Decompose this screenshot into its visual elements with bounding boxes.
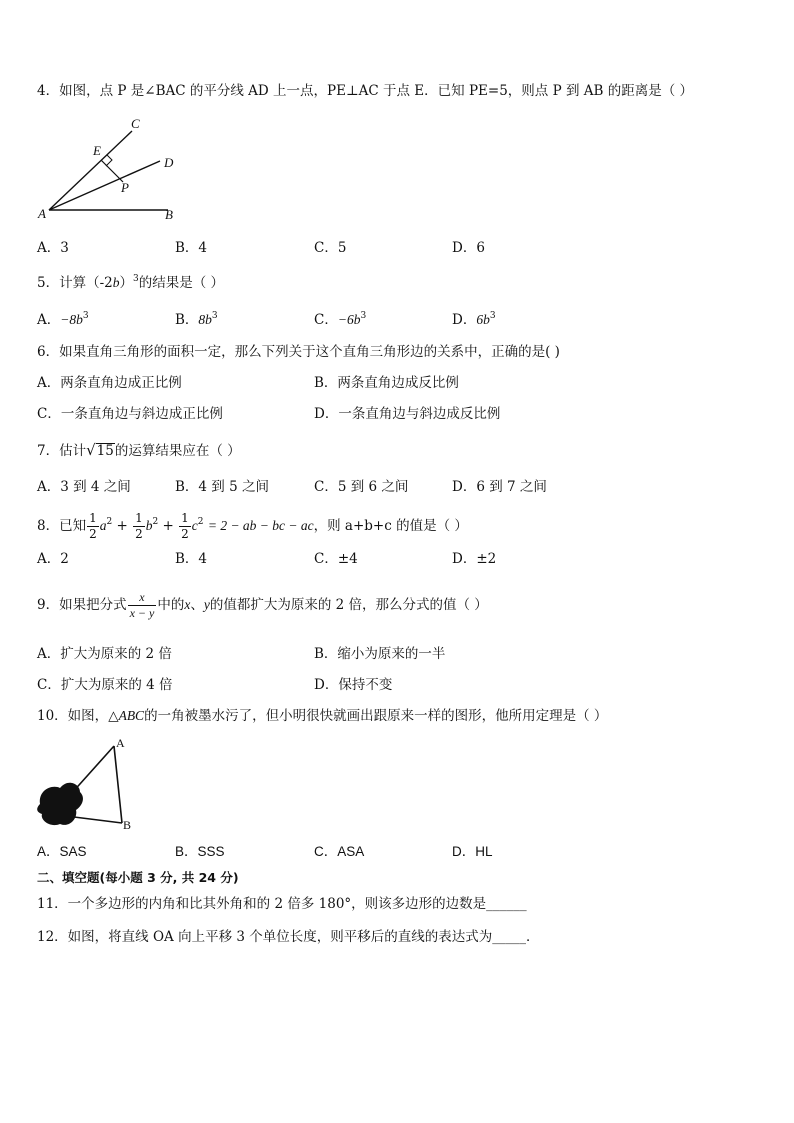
q5-option-d: D．$6b^3$ <box>452 311 496 328</box>
q5-option-b: B．$8b^3$ <box>175 311 218 328</box>
q7-option-b: B．4 到 5 之间 <box>175 479 269 495</box>
figure-label-b: B <box>123 818 132 832</box>
q7-option-a: A．3 到 4 之间 <box>37 479 131 495</box>
q6-option-d: D．一条直角边与斜边成反比例 <box>314 406 501 422</box>
q5-option-a: A．$-8b^3$ <box>37 311 89 328</box>
q10-option-d: D．HL <box>452 844 493 859</box>
question-11-stem: 11．一个多边形的内角和比其外角和的 2 倍多 180°，则该多边形的边数是______ <box>37 896 527 912</box>
question-7-stem: 7．估计√15的运算结果应在（ ） <box>37 441 241 459</box>
q8-option-c: C．±4 <box>314 551 358 567</box>
figure-label-e: E <box>93 143 101 158</box>
fraction: $\frac{x}{x - y}$ <box>129 590 155 620</box>
figure-label-b: B <box>165 207 173 222</box>
figure-label-a: A <box>116 736 125 750</box>
q7-option-c: C．5 到 6 之间 <box>314 479 409 495</box>
q8-option-b: B．4 <box>175 551 208 567</box>
figure-label-c: C <box>131 116 140 131</box>
fraction: $\frac{1}{2}$ <box>135 511 143 541</box>
q9-option-a: A．扩大为原来的 2 倍 <box>37 646 172 662</box>
q10-option-a: A．SAS <box>37 844 87 859</box>
angle-bisector-figure <box>34 112 184 224</box>
sqrt-radicand: 15 <box>96 443 114 459</box>
q10-option-b: B．SSS <box>175 844 225 859</box>
ink-stained-triangle-figure <box>34 732 144 834</box>
q9-option-c: C．扩大为原来的 4 倍 <box>37 677 173 693</box>
q4-option-d: D．6 <box>452 240 485 256</box>
question-4-stem: 4．如图，点 P 是∠BAC 的平分线 AD 上一点，PE⊥AC 于点 E．已知 PE=5，则点 P 到 AB 的距离是（ ） <box>37 83 694 99</box>
fraction: $\frac{1}{2}$ <box>181 511 189 541</box>
q8-option-a: A．2 <box>37 551 69 567</box>
q6-option-a: A．两条直角边成正比例 <box>37 375 182 391</box>
q4-option-b: B．4 <box>175 240 208 256</box>
question-8-stem: 8．已知 $\frac{1}{2}$ $a^2$ + $\frac{1}{2}$ $b^2$ + $\frac{1}{2}$ $c^2 = 2$ − ab − bc − ac，则 a+b+c 的值是（ ） <box>37 511 468 541</box>
q5-option-c: C．$-6b^3$ <box>314 311 367 328</box>
question-10-stem: 10．如图，△ABC的一角被墨水污了，但小明很快就画出跟原来一样的图形，他所用定理是（ ） <box>37 708 608 724</box>
figure-label-a: A <box>38 206 46 221</box>
figure-label-d: D <box>164 155 174 170</box>
q4-option-a: A．3 <box>37 240 69 256</box>
q6-option-b: B．两条直角边成反比例 <box>314 375 459 391</box>
question-12-stem: 12．如图，将直线 OA 向上平移 3 个单位长度，则平移后的直线的表达式为_____． <box>37 929 540 945</box>
question-6-stem: 6．如果直角三角形的面积一定，那么下列关于这个直角三角形边的关系中，正确的是( ) <box>37 344 560 360</box>
q9-option-d: D．保持不变 <box>314 677 393 693</box>
question-5-stem: 5．计算$(-2b)^3$的结果是（ ） <box>37 274 225 291</box>
q4-option-c: C．5 <box>314 240 347 256</box>
q10-option-c: C．ASA <box>314 844 365 859</box>
question-9-stem: 9．如果把分式 $\frac{x}{x - y}$ 中的x、y的值都扩大为原来的 2 倍，那么分式的值（ ） <box>37 590 488 620</box>
section-2-heading: 二、填空题(每小题 3 分, 共 24 分) <box>37 870 239 885</box>
figure-label-p: P <box>121 180 129 195</box>
q7-option-d: D．6 到 7 之间 <box>452 479 547 495</box>
q8-option-d: D．±2 <box>452 551 497 567</box>
q6-option-c: C．一条直角边与斜边成正比例 <box>37 406 223 422</box>
q9-option-b: B．缩小为原来的一半 <box>314 646 446 662</box>
fraction: $\frac{1}{2}$ <box>89 511 97 541</box>
ink-blot <box>37 783 83 825</box>
